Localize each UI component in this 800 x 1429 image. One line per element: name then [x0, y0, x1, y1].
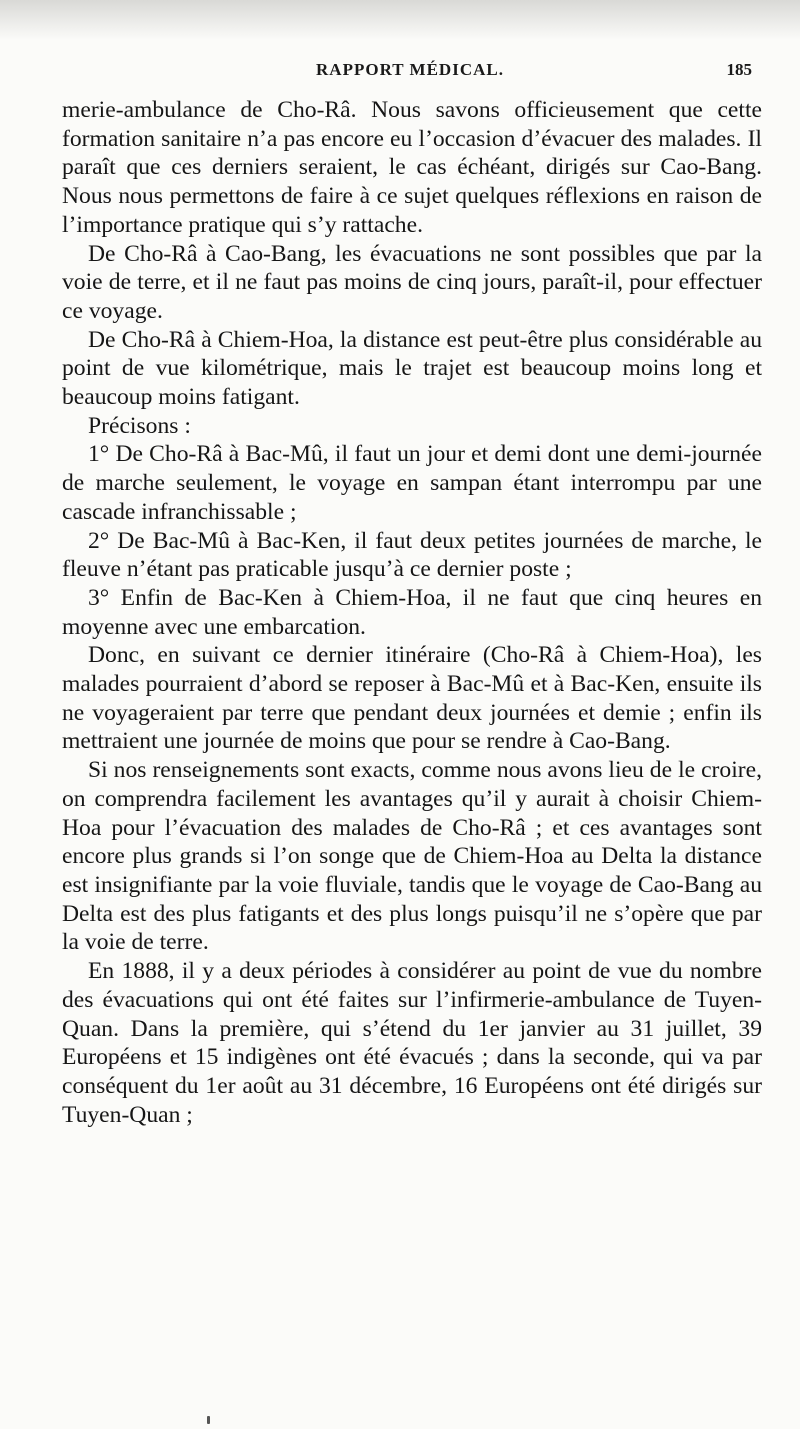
scan-shadow: [0, 0, 800, 40]
body-text: [62, 96, 762, 1129]
paragraph: De Cho-Râ à Chiem-Hoa, la distance est peut-être plus considérable au point de vue kilométrique, mais le trajet est beaucoup moins long et beaucoup moins fatigant.: [62, 326, 762, 411]
paragraph: 2° De Bac-Mû à Bac-Ken, il faut deux petites journées de marche, le fleuve n’étant pas praticable jusqu’à ce dernier poste ;: [62, 527, 762, 583]
running-title: RAPPORT MÉDICAL.: [316, 60, 504, 79]
ink-smudge: [207, 1416, 210, 1424]
paragraph: 3° Enfin de Bac-Ken à Chiem-Hoa, il ne faut que cinq heures en moyenne avec une embarcation.: [62, 584, 762, 640]
paragraph: En 1888, il y a deux périodes à considérer au point de vue du nombre des évacuations qui ont été faites sur l’infirmerie-ambulance de Tuyen-Quan. Dans la première, qui s’étend du 1er janvier au 31 juillet, 39 Européens et 15 indigènes ont été évacués ; dans la seconde, qui va par conséquent du 1er août au 31 décembre, 16 Européens ont été dirigés sur Tuyen-Quan ;: [62, 958, 762, 1128]
paragraph: merie-ambulance de Cho-Râ. Nous savons officieusement que cette formation sanitaire n’a pas encore eu l’occasion d’évacuer des malades. Il paraît que ces derniers seraient, le cas échéant, dirigés sur Cao-Bang. Nous nous permettons de faire à ce sujet quelques réflexions en raison de l’importance pratique qui s’y rattache.: [62, 97, 762, 238]
page-number: 185: [726, 60, 752, 79]
paragraph: Donc, en suivant ce dernier itinéraire (Cho-Râ à Chiem-Hoa), les malades pourraient d’abord se reposer à Bac-Mû et à Bac-Ken, ensuite ils ne voyageraient par terre que pendant deux journées et demie ; enfin ils mettraient une journée de moins que pour se rendre à Cao-Bang.: [62, 642, 762, 755]
paragraph: Précisons :: [88, 412, 191, 439]
paragraph: De Cho-Râ à Cao-Bang, les évacuations ne sont possibles que par la voie de terre, et il ne faut pas moins de cinq jours, paraît-il, pour effectuer ce voyage.: [62, 240, 762, 324]
page-header: [60, 60, 760, 86]
paragraph: Si nos renseignements sont exacts, comme nous avons lieu de le croire, on comprendra facilement les avantages qu’il y aurait à choisir Chiem-Hoa pour l’évacuation des malades de Cho-Râ ; et ces avantages sont encore plus grands si l’on songe que de Chiem-Hoa au Delta la distance est insignifiante par la voie fluviale, tandis que le voyage de Cao-Bang au Delta est des plus fatigants et des plus longs puisqu’il ne s’opère que par la voie de terre.: [62, 757, 762, 956]
paragraph: 1° De Cho-Râ à Bac-Mû, il faut un jour et demi dont une demi-journée de marche seulement, le voyage en sampan étant interrompu par une cascade infranchissable ;: [62, 441, 762, 525]
